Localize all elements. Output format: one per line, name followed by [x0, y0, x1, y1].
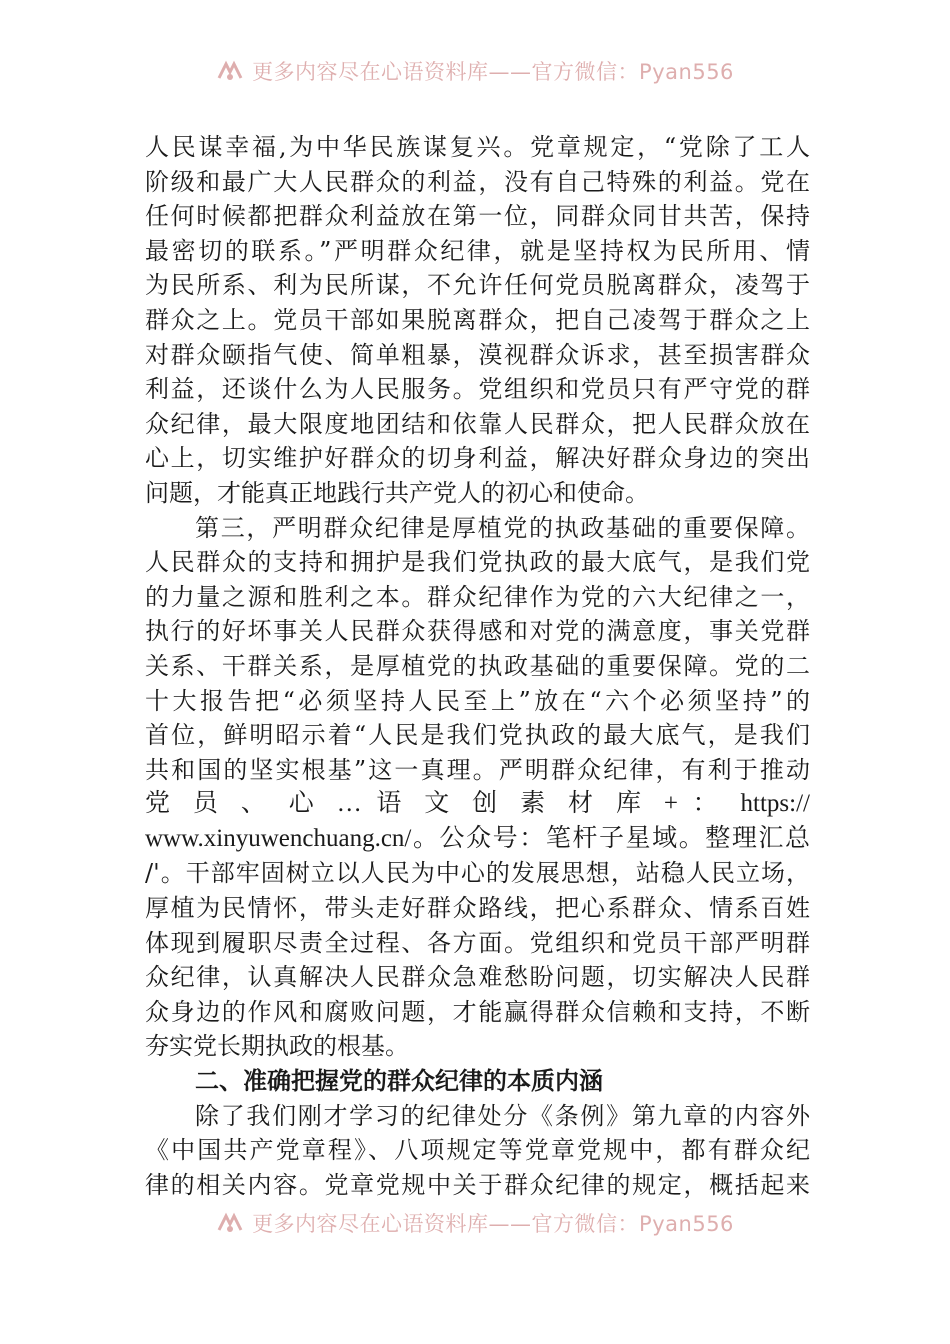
text-line: 执行的好坏事关人民群众获得感和对党的满意度，事关党群	[145, 617, 810, 646]
text-line: 众纪律，最大限度地团结和依靠人民群众，把人民群众放在	[145, 409, 810, 438]
text-line: 十大报告把“必须坚持人民至上”放在“六个必须坚持”的	[145, 686, 810, 715]
text-line: 众纪律，认真解决人民群众急难愁盼问题，切实解决人民群	[145, 963, 810, 992]
text-line: 任何时候都把群众利益放在第一位，同群众同甘共苦，保持	[145, 202, 810, 231]
text-line: 《中国共产党章程》、八项规定等党章党规中，都有群众纪	[145, 1136, 810, 1165]
text-line: 心上，切实维护好群众的切身利益，解决好群众身边的突出	[145, 444, 810, 473]
text-line: 最密切的联系。”严明群众纪律，就是坚持权为民所用、情	[145, 236, 810, 265]
text-line-with-link: www.xinyuwenchuang.cn/。公众号：笔杆子星域。整理汇总	[145, 824, 810, 852]
text-line: 利益，还谈什么为人民服务。党组织和党员只有严守党的群	[145, 375, 810, 404]
text-line: 厚植为民情怀，带头走好群众路线，把心系群众、情系百姓	[145, 894, 810, 923]
watermark-text: 更多内容尽在心语资料库——官方微信：Pyan556	[252, 1212, 734, 1236]
text-line: 众身边的作风和腐败问题，才能赢得群众信赖和支持，不断	[145, 997, 810, 1026]
text-line: /'。干部牢固树立以人民为中心的发展思想，站稳人民立场，	[145, 859, 810, 888]
text-line: 第三，严明群众纪律是厚植党的执政基础的重要保障。	[195, 513, 810, 542]
watermark-logo-icon	[216, 1212, 244, 1234]
section-heading: 二、准确把握党的群众纪律的本质内涵	[195, 1067, 603, 1096]
text-line: 共和国的坚实根基”这一真理。严明群众纪律，有利于推动	[145, 755, 810, 784]
text-line: 群众之上。党员干部如果脱离群众，把自己凌驾于群众之上	[145, 305, 810, 334]
text-line: 对群众颐指气使、简单粗暴，漠视群众诉求，甚至损害群众	[145, 340, 810, 369]
text-line: 人民谋幸福,为中华民族谋复兴。党章规定，“党除了工人	[145, 133, 810, 161]
paragraph-2	[145, 511, 810, 1065]
document-body	[145, 130, 810, 1202]
text-line: 体现到履职尽责全过程、各方面。党组织和党员干部严明群	[145, 928, 810, 957]
text-line: 夯实党长期执政的根基。	[145, 1032, 409, 1061]
text-line-with-link: 党 员 、 心 … 语 文 创 素 材 库 + ： https://	[145, 790, 810, 818]
text-line: 问题，才能真正地践行共产党人的初心和使命。	[145, 478, 649, 507]
text-line: 的力量之源和胜利之本。群众纪律作为党的六大纪律之一，	[145, 582, 810, 611]
footer-watermark	[0, 1208, 950, 1238]
watermark-logo-icon	[216, 60, 244, 82]
text-line: 为民所系、利为民所谋，不允许任何党员脱离群众，凌驾于	[145, 271, 810, 300]
text-line: 律的相关内容。党章党规中关于群众纪律的规定，概括起来	[145, 1170, 810, 1199]
watermark-text: 更多内容尽在心语资料库——官方微信：Pyan556	[252, 60, 734, 84]
text-line: 阶级和最广大人民群众的利益，没有自己特殊的利益。党在	[145, 167, 810, 196]
header-watermark	[0, 56, 950, 86]
paragraph-3	[145, 1099, 810, 1203]
paragraph-1	[145, 130, 810, 511]
text-line: 人民群众的支持和拥护是我们党执政的最大底气，是我们党	[145, 548, 810, 577]
text-line: 关系、干群关系，是厚植党的执政基础的重要保障。党的二	[145, 651, 810, 680]
text-line: 除了我们刚才学习的纪律处分《条例》第九章的内容外	[195, 1101, 810, 1130]
text-line: 首位，鲜明昭示着“人民是我们党执政的最大底气，是我们	[145, 721, 810, 750]
